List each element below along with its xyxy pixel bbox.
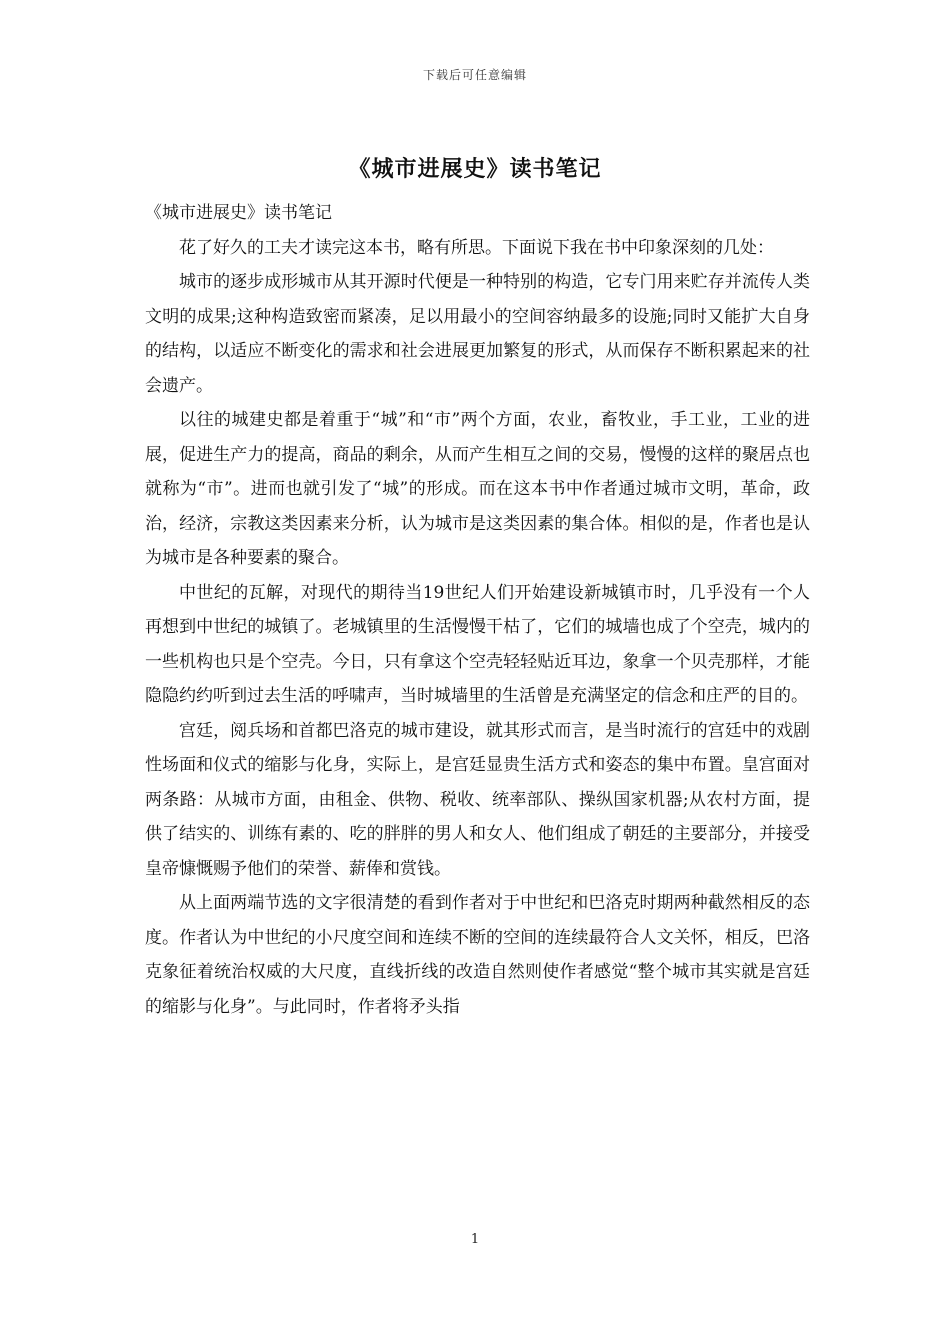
- paragraph: 城市的逐步成形城市从其开源时代便是一种特别的构造，它专门用来贮存并流传人类文明的成果;这种构造致密而紧凑，足以用最小的空间容纳最多的设施;同时又能扩大自身的结构，以适应不断变化的需求和社会进展更加繁复的形式，从而保存不断积累起来的社会遗产。: [145, 272, 810, 396]
- paragraph: 以往的城建史都是着重于“城”和“市”两个方面，农业，畜牧业，手工业，工业的进展，促进生产力的提高，商品的剩余，从而产生相互之间的交易，慢慢的这样的聚居点也就称为“市”。进而也就引发了“城”的形成。而在这本书中作者通过城市文明，革命，政治，经济，宗教这类因素来分析，认为城市是这类因素的集合体。相似的是，作者也是认为城市是各种要素的聚合。: [145, 410, 810, 568]
- subtitle-line: 《城市进展史》读书笔记: [145, 203, 332, 223]
- paragraph: 从上面两端节选的文字很清楚的看到作者对于中世纪和巴洛克时期两种截然相反的态度。作者认为中世纪的小尺度空间和连续不断的空间的连续最符合人文关怀，相反，巴洛克象征着统治权威的大尺度，直线折线的改造自然则使作者感觉“整个城市其实就是宫廷的缩影与化身”。与此同时，作者将矛头指: [145, 893, 810, 1017]
- page-number: 1: [470, 1232, 480, 1247]
- paragraph: 宫廷，阅兵场和首都巴洛克的城市建设，就其形式而言，是当时流行的宫廷中的戏剧性场面和仪式的缩影与化身，实际上，是宫廷显贵生活方式和姿态的集中布置。皇宫面对两条路：从城市方面，由租金、供物、税收、统率部队、操纵国家机器;从农村方面，提供了结实的、训练有素的、吃的胖胖的男人和女人、他们组成了朝廷的主要部分，并接受皇帝慷慨赐予他们的荣誉、薪俸和赏钱。: [145, 720, 810, 879]
- paragraph: 花了好久的工夫才读完这本书，略有所思。下面说下我在书中印象深刻的几处：: [179, 237, 774, 258]
- document-title: 《城市进展史》读书笔记: [348, 156, 602, 182]
- paragraph: 中世纪的瓦解，对现代的期待当19世纪人们开始建设新城镇市时，几乎没有一个人再想到中世纪的城镇了。老城镇里的生活慢慢干枯了，它们的城墙也成了个空壳，城内的一些机构也只是个空壳。今日，只有拿这个空壳轻轻贴近耳边，象拿一个贝壳那样，才能隐隐约约听到过去生活的呼啸声，当时城墙里的生活曾是充满坚定的信念和庄严的目的。: [145, 582, 810, 706]
- document-body: [145, 196, 810, 1024]
- header-note: 下载后可任意编辑: [422, 68, 527, 82]
